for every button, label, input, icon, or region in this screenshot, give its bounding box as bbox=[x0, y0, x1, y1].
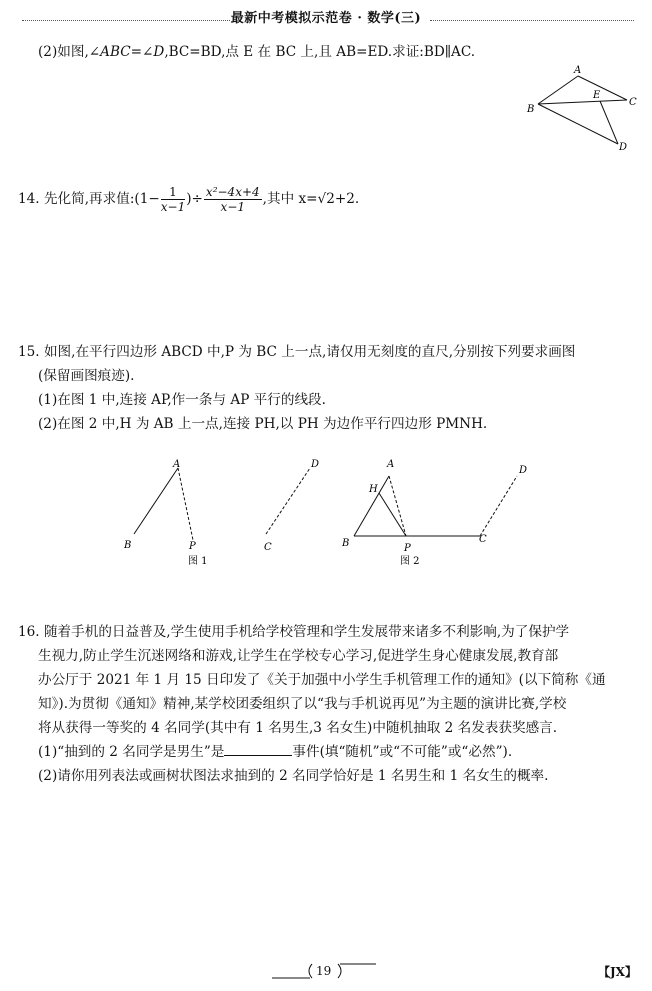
fig2-segment-HP bbox=[379, 493, 406, 536]
fig2-dashed-CD bbox=[480, 476, 517, 536]
q16-line-2: 生视力,防止学生沉迷网络和游戏,让学生在学校专心学习,促进学生身心健康发展,教育部 bbox=[38, 648, 559, 664]
fig1-caption: 图 1 bbox=[188, 556, 208, 567]
q15-figure-1 bbox=[118, 452, 328, 572]
q16-line-5: 将从获得一等奖的 4 名同学(其中有 1 名男生,3 名女生)中随机抽取 2 名发表获奖感言. bbox=[38, 720, 558, 736]
fig2-label-B: B bbox=[342, 538, 350, 549]
fig2-label-D: D bbox=[519, 465, 528, 476]
fig2-label-A: A bbox=[387, 459, 395, 470]
segment-BA bbox=[538, 76, 578, 104]
edition-tag: 【JX】 bbox=[598, 965, 637, 979]
page-number: 19 bbox=[316, 964, 332, 978]
q14-frac2-num: x²−4x+4 bbox=[205, 185, 260, 199]
q16-line-3: 办公厅于 2021 年 1 月 15 日印发了《关于加强中小学生手机管理工作的通知》(以下简称《通 bbox=[38, 672, 606, 688]
q15-line-4: (2)在图 2 中,H 为 AB 上一点,连接 PH,以 PH 为边作平行四边形 PMNH. bbox=[38, 416, 488, 432]
q14-text bbox=[18, 184, 359, 214]
label-A: A bbox=[574, 65, 582, 76]
fig2-caption: 图 2 bbox=[400, 556, 420, 567]
label-E: E bbox=[593, 90, 601, 101]
q15-line-2: (保留画图痕迹). bbox=[38, 368, 135, 384]
q14-div: )÷ bbox=[186, 191, 203, 207]
q14-frac2-den: x−1 bbox=[220, 200, 246, 214]
q16-part1-text-b: 事件(填“随机”或“不可能”或“必然”). bbox=[292, 744, 513, 760]
q16-answer-blank[interactable] bbox=[224, 743, 292, 756]
fig1-label-D: D bbox=[311, 459, 320, 470]
fig2-label-H: H bbox=[369, 484, 378, 495]
q16-line-4: 知》).为贯彻《通知》精神,某学校团委组织了以“我与手机说再见”为主题的演讲比赛,学校 bbox=[38, 696, 567, 712]
q14-prefix: 14. 先化简,再求值:(1− bbox=[18, 191, 160, 207]
q15-figure-2 bbox=[334, 452, 534, 572]
fig1-dashed-CD bbox=[266, 468, 310, 534]
q13-angle1: ∠ABC bbox=[88, 44, 131, 60]
fig1-segment-BA bbox=[134, 468, 178, 534]
q13-text-a: (2)如图, bbox=[38, 44, 89, 60]
page-header-title: 最新中考模拟示范卷 · 数学(三) bbox=[230, 11, 422, 26]
fig2-label-C: C bbox=[479, 534, 487, 545]
fig1-label-A: A bbox=[173, 459, 181, 470]
fig1-label-P: P bbox=[189, 541, 196, 552]
fig2-label-P: P bbox=[404, 543, 411, 554]
q15-line-3: (1)在图 1 中,连接 AP,作一条与 AP 平行的线段. bbox=[38, 392, 326, 408]
q13-part2-text bbox=[38, 40, 475, 60]
label-D: D bbox=[619, 142, 628, 153]
segment-ED bbox=[600, 101, 618, 144]
fig2-dashed-AP bbox=[389, 476, 406, 536]
fig1-label-B: B bbox=[124, 540, 132, 551]
label-C: C bbox=[629, 97, 637, 108]
q14-frac1-num: 1 bbox=[161, 185, 185, 200]
q13-triangle-figure bbox=[520, 62, 645, 157]
segment-BD bbox=[538, 104, 618, 144]
q14-fraction-1 bbox=[161, 185, 185, 214]
label-B: B bbox=[527, 104, 535, 115]
q13-angle2: ∠D bbox=[142, 44, 165, 60]
q13-eq: = bbox=[130, 44, 143, 60]
q14-suffix: ,其中 x=√2+2. bbox=[262, 191, 360, 207]
segment-BC bbox=[538, 100, 627, 104]
q15-line-1: 15. 如图,在平行四边形 ABCD 中,P 为 BC 上一点,请仅用无刻度的直尺,分别按下列要求画图 bbox=[18, 344, 576, 360]
segment-AC bbox=[578, 76, 627, 100]
q16-line-1: 16. 随着手机的日益普及,学生使用手机给学校管理和学生发展带来诸多不利影响,为了保护学 bbox=[18, 624, 570, 640]
q14-fraction-2 bbox=[204, 185, 262, 214]
q16-part1-text-a: (1)“抽到的 2 名同学是男生”是 bbox=[38, 744, 225, 760]
fig1-label-C: C bbox=[264, 542, 272, 553]
q14-frac1-den: x−1 bbox=[160, 200, 186, 214]
q16-line-7: (2)请你用列表法或画树状图法求抽到的 2 名同学恰好是 1 名男生和 1 名女生的概率. bbox=[38, 768, 549, 784]
q16-line-6 bbox=[38, 740, 512, 760]
q13-text-b: ,BC=BD,点 E 在 BC 上,且 AB=ED.求证:BD∥AC. bbox=[164, 44, 476, 60]
fig1-dashed-AP bbox=[178, 468, 193, 540]
